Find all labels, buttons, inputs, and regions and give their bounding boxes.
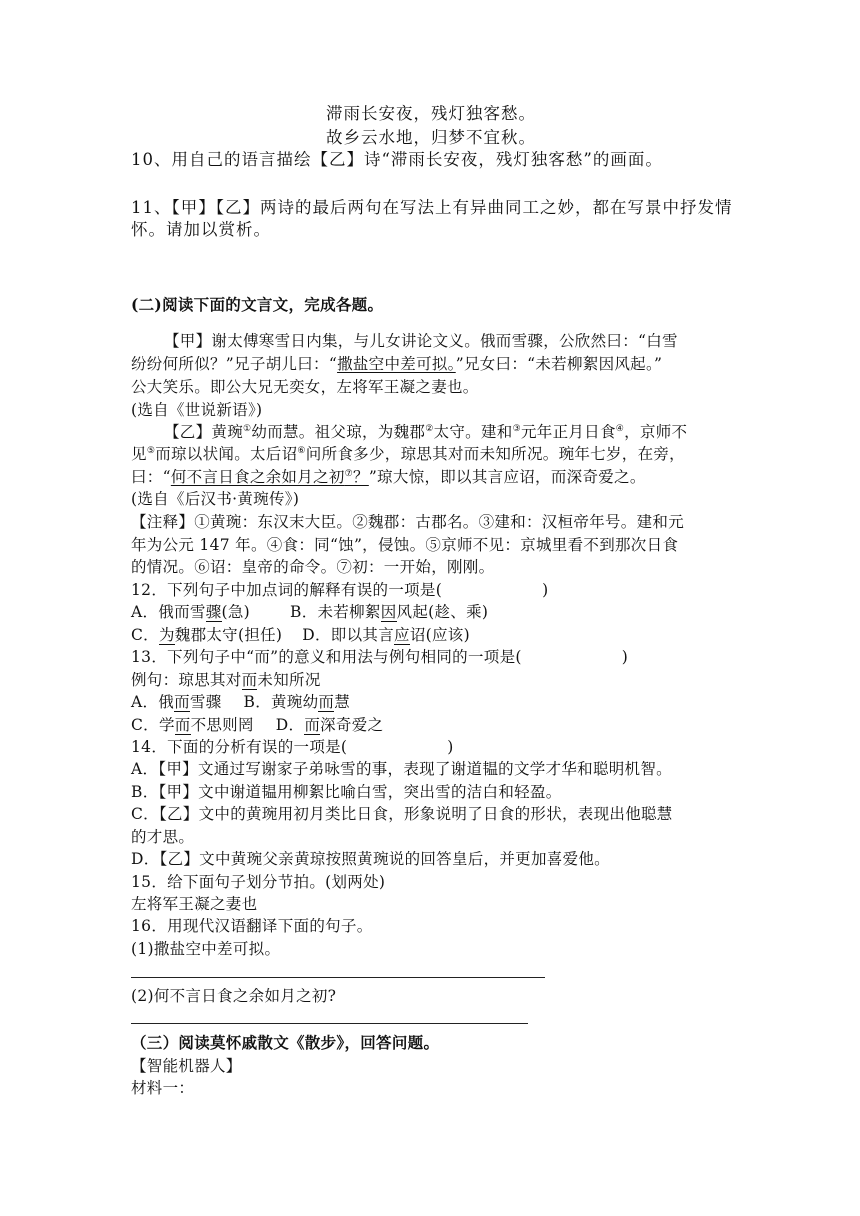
passage-yi-line-2: 见⑤而琼以状闻。太后诏⑥问所食多少，琼思其对而未知所况。琬年七岁，在旁， — [131, 445, 685, 463]
question-13-options-cd — [131, 715, 731, 735]
section-2-title: (二)阅读下面的文言文，完成各题。 — [131, 295, 384, 314]
question-12-options-cd — [131, 625, 731, 645]
notes-line-3: 的情况。⑥诏：皇帝的命令。⑦初：一开始，刚刚。 — [131, 558, 495, 576]
option-a: A．俄而雪骤(急) — [131, 603, 251, 621]
question-13-options-ab — [131, 692, 731, 712]
notes-line-1: 【注释】①黄琬：东汉末大臣。②魏郡：古郡名。③建和：汉桓帝年号。建和元 — [131, 513, 685, 531]
underlined-sentence-1: 撒盐空中差可拟。 — [337, 355, 456, 373]
option-d: D．而深奇爱之 — [275, 716, 384, 734]
option-c: C．为魏郡太守(担任) — [131, 626, 283, 644]
option-c: C．学而不思则罔 — [131, 716, 254, 734]
passage-jia-line-3: 公大笑乐。即公大兄无奕女，左将军王凝之妻也。 — [131, 378, 479, 396]
question-14-stem: 14．下面的分析有误的一项是( ) — [131, 738, 454, 756]
question-12-options-ab — [131, 602, 731, 622]
question-15-sentence: 左将军王凝之妻也 — [131, 895, 258, 913]
option-b: B．黄琬幼而慧 — [243, 693, 351, 711]
question-12-stem: 12．下列句子中加点词的解释有误的一项是( ) — [131, 581, 549, 599]
option-a: A．俄而雪骤 — [131, 693, 222, 711]
answer-line-1[interactable] — [131, 977, 545, 978]
option-b: B．未若柳絮因风起(趁、乘) — [290, 603, 489, 621]
poem-line-2: 故乡云水地，归梦不宜秋。 — [326, 128, 536, 147]
answer-line-2[interactable] — [131, 1023, 528, 1024]
option-d: D．即以其言应诏(应该) — [302, 626, 470, 644]
question-14-option-c-line-1: C．【乙】文中的黄琬用初月类比日食，形象说明了日食的形状，表现出他聪慧 — [131, 805, 673, 823]
question-16-sentence-1: (1)撒盐空中差可拟。 — [131, 940, 281, 958]
poem-line-1: 滞雨长安夜，残灯独客愁。 — [326, 104, 536, 123]
question-10: 10、用自己的语言描绘【乙】诗“滞雨长安夜，残灯独客愁”的画面。 — [131, 150, 663, 169]
passage-jia-source: (选自《世说新语》) — [131, 401, 263, 419]
question-14-option-d: D．【乙】文中黄琬父亲黄琼按照黄琬说的回答皇后，并更加喜爱他。 — [131, 850, 610, 868]
passage-yi-line-3: 曰：“何不言日食之余如月之初⑦？”琼大惊，即以其言应诏，而深奇爱之。 — [131, 468, 646, 486]
question-11-line-2: 怀。请加以赏析。 — [131, 220, 271, 239]
question-14-option-a: A．【甲】文通过写谢家子弟咏雪的事，表现了谢道韫的文学才华和聪明机智。 — [131, 760, 672, 778]
passage-yi-source: (选自《后汉书·黄琬传》) — [131, 490, 300, 508]
question-16-sentence-2: (2)何不言日食之余如月之初? — [131, 987, 337, 1005]
material-1-label: 材料一： — [131, 1079, 195, 1097]
underlined-sentence-2: 何不言日食之余如月之初⑦？ — [170, 468, 369, 486]
passage-yi-line-1: 【乙】黄琬①幼而慧。祖父琼，为魏郡②太守。建和③元年正月日食④，京师不 — [164, 423, 688, 441]
question-11-line-1: 11、【甲】【乙】两诗的最后两句在写法上有异曲同工之妙，都在写景中抒发情 — [131, 198, 733, 217]
question-15-stem: 15．给下面句子划分节拍。(划两处) — [131, 873, 386, 891]
robot-label: 【智能机器人】 — [131, 1057, 242, 1075]
question-16-stem: 16．用现代汉语翻译下面的句子。 — [131, 917, 373, 935]
question-13-stem: 13．下列句子中“而”的意义和用法与例句相同的一项是( ) — [131, 648, 629, 666]
passage-jia-line-1: 【甲】谢太傅寒雪日内集，与儿女讲论文义。俄而雪骤，公欣然曰：“白雪 — [164, 332, 678, 350]
passage-jia-line-2: 纷纷何所似？”兄子胡儿曰：“撒盐空中差可拟。”兄女曰：“未若柳絮因风起。” — [131, 355, 663, 373]
section-3-title: （三）阅读莫怀戚散文《散步》，回答问题。 — [131, 1033, 440, 1052]
question-14-option-b: B．【甲】文中谢道韫用柳絮比喻白雪，突出雪的洁白和轻盈。 — [131, 783, 562, 801]
notes-line-2: 年为公元 147 年。④食：同“蚀”，侵蚀。⑤京师不见：京城里看不到那次日食 — [131, 536, 679, 554]
question-14-option-c-line-2: 的才思。 — [131, 828, 195, 846]
question-13-example: 例句：琼思其对而未知所况 — [131, 671, 321, 689]
